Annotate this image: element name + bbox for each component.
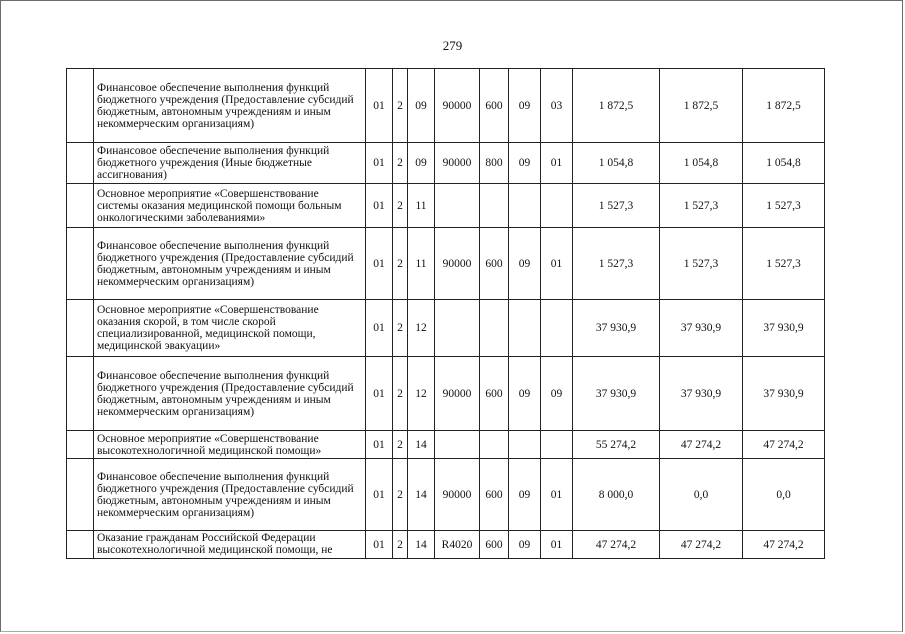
amount-cell: 47 274,2 <box>573 531 660 559</box>
code-cell: 800 <box>480 143 509 184</box>
row-index-cell <box>67 431 94 459</box>
code-cell: 2 <box>393 357 408 431</box>
code-cell: 600 <box>480 69 509 143</box>
row-description: Основное мероприятие «Совершенствование высокотехнологичной медицинской помощи» <box>94 431 366 459</box>
code-cell: 01 <box>541 228 573 300</box>
amount-cell: 37 930,9 <box>660 300 743 357</box>
amount-cell: 1 527,3 <box>660 184 743 228</box>
amount-cell: 0,0 <box>743 459 825 531</box>
code-cell: 12 <box>408 357 435 431</box>
code-cell <box>509 431 541 459</box>
table-row <box>67 69 825 143</box>
code-cell: 01 <box>541 459 573 531</box>
code-cell: 600 <box>480 459 509 531</box>
code-cell: R4020 <box>435 531 480 559</box>
table-row <box>67 143 825 184</box>
row-index-cell <box>67 143 94 184</box>
code-cell <box>509 300 541 357</box>
code-cell <box>509 184 541 228</box>
code-cell: 2 <box>393 531 408 559</box>
code-cell: 2 <box>393 69 408 143</box>
budget-table <box>66 68 825 559</box>
code-cell: 90000 <box>435 459 480 531</box>
code-cell: 01 <box>366 459 393 531</box>
amount-cell: 1 872,5 <box>573 69 660 143</box>
amount-cell: 1 527,3 <box>573 228 660 300</box>
row-description: Финансовое обеспечение выполнения функций бюджетного учреждения (Предоставление субсидий бюджетным, автономным учреждениям и иным некоммерческим организациям) <box>94 459 366 531</box>
code-cell: 01 <box>366 69 393 143</box>
code-cell <box>435 431 480 459</box>
table-row <box>67 459 825 531</box>
code-cell: 14 <box>408 431 435 459</box>
code-cell: 09 <box>509 459 541 531</box>
code-cell: 01 <box>366 357 393 431</box>
table-row <box>67 431 825 459</box>
amount-cell: 47 274,2 <box>743 431 825 459</box>
row-description: Финансовое обеспечение выполнения функций бюджетного учреждения (Предоставление субсидий бюджетным, автономным учреждениям и иным некоммерческим организациям) <box>94 228 366 300</box>
row-index-cell <box>67 300 94 357</box>
code-cell <box>541 431 573 459</box>
code-cell <box>435 300 480 357</box>
table-row <box>67 184 825 228</box>
code-cell: 01 <box>366 228 393 300</box>
code-cell: 11 <box>408 184 435 228</box>
row-description: Оказание гражданам Российской Федерации высокотехнологичной медицинской помощи, не <box>94 531 366 559</box>
amount-cell: 37 930,9 <box>573 300 660 357</box>
table-row <box>67 531 825 559</box>
code-cell: 11 <box>408 228 435 300</box>
code-cell: 14 <box>408 459 435 531</box>
row-description: Основное мероприятие «Совершенствование системы оказания медицинской помощи больным онкологическими заболеваниями» <box>94 184 366 228</box>
code-cell: 90000 <box>435 69 480 143</box>
code-cell: 01 <box>366 300 393 357</box>
code-cell: 90000 <box>435 228 480 300</box>
code-cell: 600 <box>480 531 509 559</box>
code-cell: 14 <box>408 531 435 559</box>
code-cell: 03 <box>541 69 573 143</box>
page-number: 279 <box>442 38 463 53</box>
amount-cell: 1 527,3 <box>743 228 825 300</box>
code-cell: 09 <box>509 143 541 184</box>
amount-cell: 47 274,2 <box>660 431 743 459</box>
code-cell: 01 <box>366 531 393 559</box>
code-cell <box>435 184 480 228</box>
code-cell: 09 <box>509 531 541 559</box>
table-row <box>67 300 825 357</box>
row-index-cell <box>67 184 94 228</box>
code-cell: 09 <box>509 228 541 300</box>
row-description: Финансовое обеспечение выполнения функций бюджетного учреждения (Иные бюджетные ассигнования) <box>94 143 366 184</box>
row-index-cell <box>67 69 94 143</box>
code-cell: 01 <box>366 143 393 184</box>
row-index-cell <box>67 228 94 300</box>
amount-cell: 37 930,9 <box>660 357 743 431</box>
code-cell: 2 <box>393 459 408 531</box>
code-cell: 2 <box>393 143 408 184</box>
code-cell: 600 <box>480 357 509 431</box>
amount-cell: 55 274,2 <box>573 431 660 459</box>
amount-cell: 1 054,8 <box>573 143 660 184</box>
code-cell: 09 <box>408 143 435 184</box>
amount-cell: 0,0 <box>660 459 743 531</box>
code-cell: 12 <box>408 300 435 357</box>
code-cell: 600 <box>480 228 509 300</box>
code-cell: 09 <box>509 357 541 431</box>
amount-cell: 1 527,3 <box>743 184 825 228</box>
amount-cell: 1 054,8 <box>743 143 825 184</box>
row-index-cell <box>67 531 94 559</box>
code-cell: 90000 <box>435 357 480 431</box>
row-index-cell <box>67 357 94 431</box>
code-cell: 09 <box>541 357 573 431</box>
amount-cell: 1 872,5 <box>660 69 743 143</box>
row-description: Финансовое обеспечение выполнения функций бюджетного учреждения (Предоставление субсидий бюджетным, автономным учреждениям и иным некоммерческим организациям) <box>94 357 366 431</box>
code-cell <box>480 300 509 357</box>
amount-cell: 8 000,0 <box>573 459 660 531</box>
row-description: Основное мероприятие «Совершенствование оказания скорой, в том числе скорой специализированной, медицинской помощи, медицинской эвакуации» <box>94 300 366 357</box>
code-cell: 90000 <box>435 143 480 184</box>
row-description: Финансовое обеспечение выполнения функций бюджетного учреждения (Предоставление субсидий бюджетным, автономным учреждениям и иным некоммерческим организациям) <box>94 69 366 143</box>
code-cell <box>480 431 509 459</box>
table-row <box>67 357 825 431</box>
amount-cell: 1 054,8 <box>660 143 743 184</box>
amount-cell: 1 872,5 <box>743 69 825 143</box>
amount-cell: 37 930,9 <box>573 357 660 431</box>
code-cell: 2 <box>393 300 408 357</box>
code-cell: 09 <box>408 69 435 143</box>
code-cell: 2 <box>393 431 408 459</box>
code-cell: 01 <box>541 531 573 559</box>
code-cell <box>541 300 573 357</box>
code-cell: 2 <box>393 184 408 228</box>
amount-cell: 37 930,9 <box>743 357 825 431</box>
amount-cell: 1 527,3 <box>660 228 743 300</box>
code-cell <box>541 184 573 228</box>
row-index-cell <box>67 459 94 531</box>
amount-cell: 47 274,2 <box>743 531 825 559</box>
amount-cell: 47 274,2 <box>660 531 743 559</box>
code-cell <box>480 184 509 228</box>
table-row <box>67 228 825 300</box>
code-cell: 01 <box>366 431 393 459</box>
amount-cell: 37 930,9 <box>743 300 825 357</box>
code-cell: 01 <box>366 184 393 228</box>
code-cell: 2 <box>393 228 408 300</box>
code-cell: 09 <box>509 69 541 143</box>
amount-cell: 1 527,3 <box>573 184 660 228</box>
code-cell: 01 <box>541 143 573 184</box>
